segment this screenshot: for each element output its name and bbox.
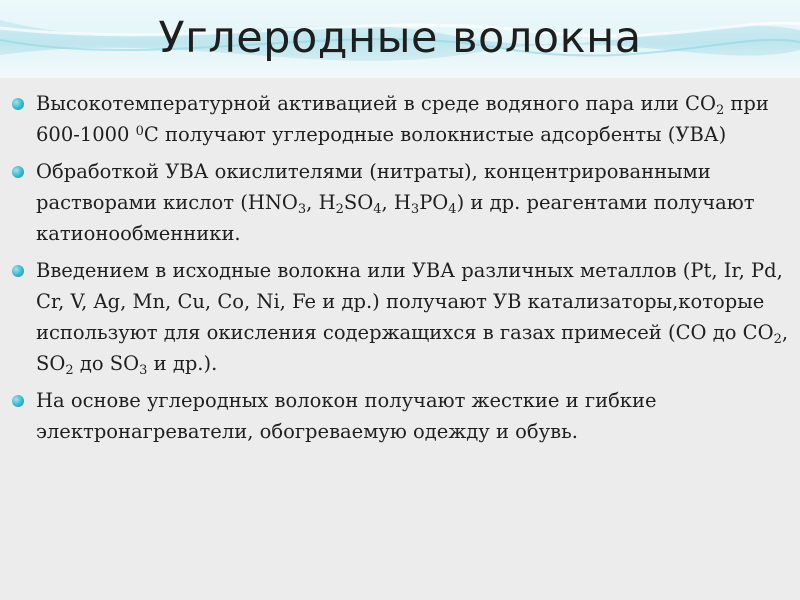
title-band [0,0,800,78]
list-item: Введением в исходные волокна или УВА различных металлов (Pt, Ir, Pd, Cr, V, Ag, Mn, Cu, Co, Ni, Fe и др.) получают УВ катализаторы,которые используют для окисления содержащихся в газах примесей (CO до $CO_2$, $SO_2$ до $SO_3$ и др.). [10,255,790,379]
bullet-list [10,88,790,453]
bullet-icon [12,395,24,407]
bullet-icon [12,265,24,277]
list-item: Обработкой УВА окислителями (нитраты), концентрированными растворами кислот ($HNO_3$, $H_2SO_4$, $H_3PO_4$) и др. реагентами получают катионообменники. [10,156,790,249]
slide-title: Углеродные волокна [158,13,642,63]
list-item: Высокотемпературной активацией в среде водяного пара или $CO_2$ при 600-1000 $^0$С получают углеродные волокнистые адсорбенты (УВА) [10,88,790,150]
bullet-icon [12,98,24,110]
bullet-icon [12,166,24,178]
list-item: На основе углеродных волокон получают жесткие и гибкие электронагреватели, обогреваемую одежду и обувь. [10,385,790,447]
